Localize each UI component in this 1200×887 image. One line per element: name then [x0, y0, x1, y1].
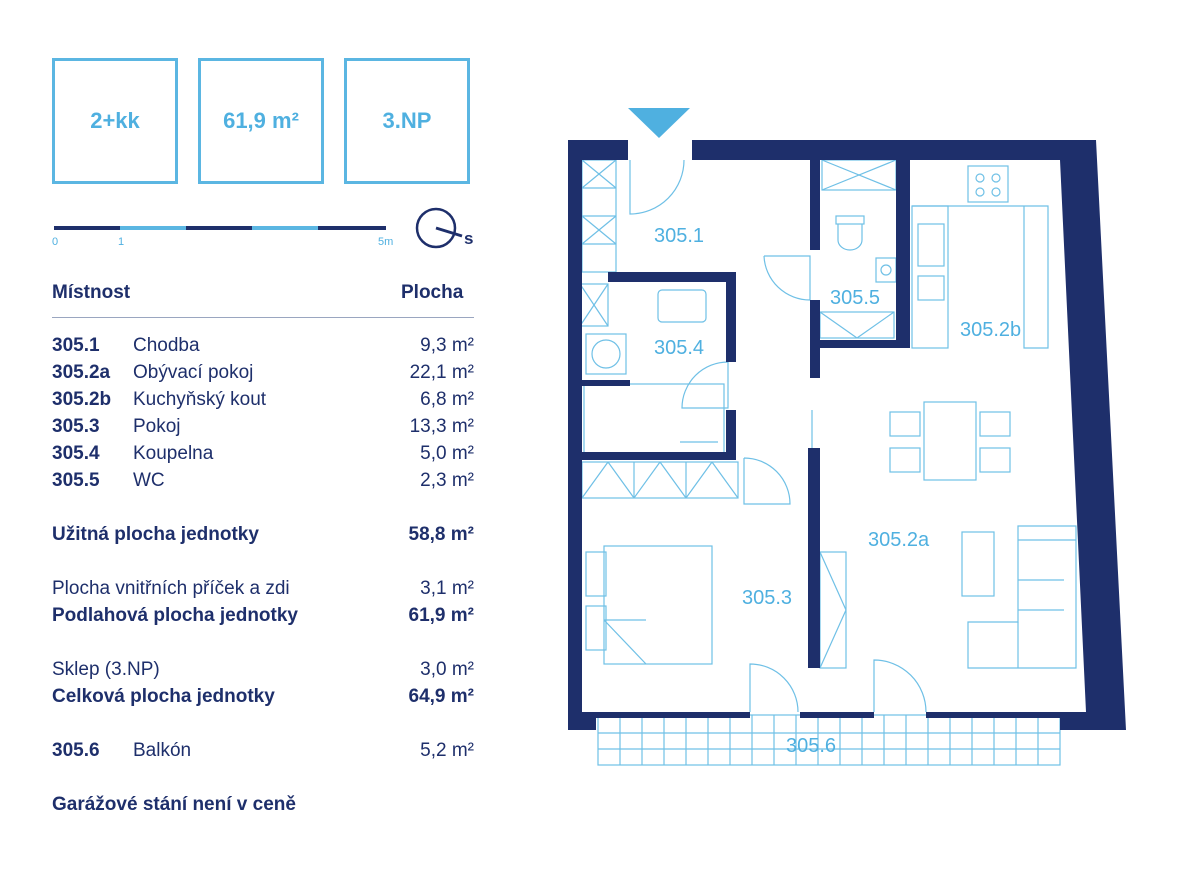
room-area: 2,3 m² — [420, 470, 474, 491]
room-label-305-2a: 305.2a — [868, 529, 930, 551]
wall — [582, 380, 630, 386]
room-area: 6,8 m² — [420, 389, 474, 410]
floor-label: Podlahová plocha jednotky — [52, 605, 298, 626]
usable-area: 58,8 m² — [408, 524, 474, 545]
room-row — [52, 335, 474, 359]
room-name: Koupelna — [133, 443, 214, 464]
total-area: 64,9 m² — [408, 686, 474, 707]
layout-box — [52, 58, 178, 184]
room-label-305-6: 305.6 — [786, 735, 837, 757]
scale-segment — [252, 226, 318, 230]
floor-box — [344, 58, 470, 184]
scale-segment — [318, 226, 386, 230]
wall — [810, 340, 910, 348]
bathroom-fixtures — [584, 290, 724, 454]
room-area: 13,3 m² — [409, 416, 474, 437]
room-code: 305.2a — [52, 362, 111, 383]
usable-area-row — [52, 524, 474, 548]
room-label-305-3: 305.3 — [742, 587, 793, 609]
balcony-name: Balkón — [133, 740, 192, 761]
wall — [726, 272, 736, 362]
sofa-icon — [962, 526, 1076, 668]
cellar-area: 3,0 m² — [420, 659, 474, 680]
wall-bottom — [596, 712, 750, 718]
entry-door — [630, 160, 684, 214]
cellar-label: Sklep (3.NP) — [52, 659, 160, 680]
room-row — [52, 389, 474, 413]
room-code: 305.4 — [52, 443, 100, 464]
walls-area-row — [52, 578, 474, 602]
room-row — [52, 443, 474, 467]
balcony-area: 5,2 m² — [420, 740, 474, 761]
room-area: 22,1 m² — [409, 362, 474, 383]
wall — [808, 448, 820, 668]
scale-segment — [120, 226, 186, 230]
floor-value: 3.NP — [382, 108, 432, 133]
room-row — [52, 470, 474, 494]
scale-label-5: 5m — [378, 236, 394, 248]
hall-wardrobe — [582, 160, 616, 272]
room-code: 305.5 — [52, 470, 100, 491]
wall — [608, 272, 736, 282]
room-name: Chodba — [133, 335, 200, 356]
floor-area: 61,9 m² — [408, 605, 474, 626]
north-label: s — [464, 229, 474, 248]
living-wardrobe — [820, 552, 846, 668]
garage-note: Garážové stání není v ceně — [52, 794, 296, 815]
balcony-door-left — [750, 664, 798, 712]
total-label: Celková plocha jednotky — [52, 686, 275, 707]
wall — [810, 300, 820, 378]
room-area: 5,0 m² — [420, 443, 474, 464]
balcony-door-right — [874, 660, 926, 712]
cellar-row — [52, 659, 474, 683]
header-area: Plocha — [401, 282, 464, 303]
room-name: Kuchyňský kout — [133, 389, 267, 410]
entrance-arrow-icon — [628, 108, 690, 138]
wall — [810, 158, 820, 250]
room-row — [52, 362, 474, 386]
room-label-305-1: 305.1 — [654, 225, 705, 247]
room-code: 305.1 — [52, 335, 100, 356]
wc-door — [764, 256, 810, 300]
bedroom-door — [744, 458, 790, 504]
room-label-305-2b: 305.2b — [960, 319, 1022, 341]
header-divider — [52, 317, 474, 318]
walls — [568, 140, 1126, 730]
wall — [582, 452, 736, 460]
compass-icon — [414, 206, 480, 254]
walls-label: Plocha vnitřních příček a zdi — [52, 578, 290, 599]
room-row — [52, 416, 474, 440]
balcony-row — [52, 740, 474, 764]
room-label-305-5: 305.5 — [830, 287, 881, 309]
bedroom-wardrobe — [582, 462, 738, 498]
layout-value: 2+kk — [90, 108, 140, 133]
room-code: 305.3 — [52, 416, 100, 437]
room-name: WC — [133, 470, 165, 491]
scale-label-0: 0 — [52, 236, 59, 248]
scale-segment — [186, 226, 252, 230]
room-label-305-4: 305.4 — [654, 337, 705, 359]
bed-icon — [586, 546, 712, 664]
header-room: Místnost — [52, 282, 131, 303]
room-area: 9,3 m² — [420, 335, 474, 356]
room-name: Pokoj — [133, 416, 181, 437]
wall-bottom — [926, 712, 1060, 718]
balcony-code: 305.6 — [52, 740, 100, 761]
walls-area: 3,1 m² — [420, 578, 474, 599]
area-value: 61,9 m² — [223, 108, 299, 133]
scale-label-1: 1 — [118, 236, 125, 248]
scale-segment — [54, 226, 120, 230]
area-box — [198, 58, 324, 184]
room-name: Obývací pokoj — [133, 362, 254, 383]
usable-label: Užitná plocha jednotky — [52, 524, 259, 545]
total-area-row — [52, 686, 474, 710]
floor-plan — [560, 100, 1140, 772]
wall-bottom — [800, 712, 874, 718]
room-code: 305.2b — [52, 389, 112, 410]
wall — [896, 160, 910, 340]
toilet-icon — [820, 216, 896, 338]
dining-table-icon — [890, 402, 1010, 480]
garage-note-row — [52, 794, 474, 818]
bathroom-door — [682, 362, 728, 408]
floor-area-row — [52, 605, 474, 629]
